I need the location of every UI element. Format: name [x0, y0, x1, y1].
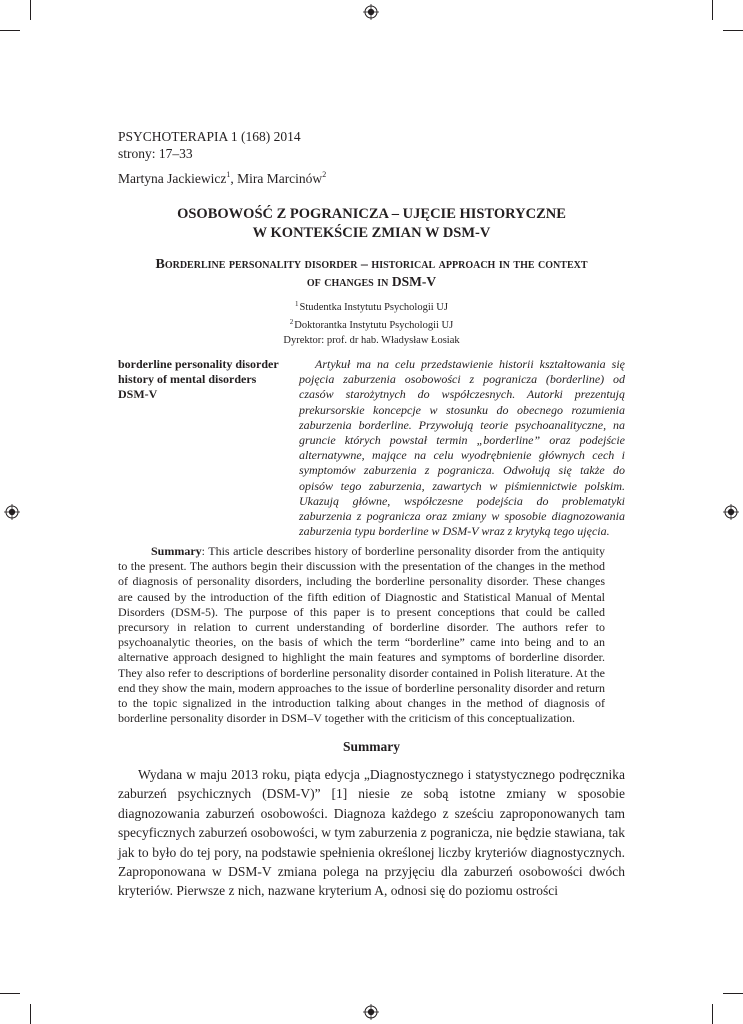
journal-pages: strony: 17–33 — [118, 146, 193, 161]
summary-en — [118, 544, 605, 726]
summary-text: : This article describes history of borderline personality disorder from the antiquity to the present. The authors begin their discussion with the presentation of the changes in the method of diagnosis of personality disorders, including the borderline personality disorder. These changes are caused by the introduction of the fifth edition of Diagnostic and Statistical Manual of Mental Disorders (DSM-5). The purpose of this paper is to present conceptions that could be called precursory in relation to current understanding of borderline disorder. The authors refer to psychoanalytic theories, on the basis of which the term “borderline” came into being and to an alternative approach designed to highlight the main features and symptoms of borderline disorder. They also refer to descriptions of borderline personality disorder contained in Polish literature. At the end they show the main, modern approaches to the issue of borderline personality disorder and return to the topic signalized in the introduction talking about changes in the method of diagnosis of borderline personality disorder in DSM–V together with the criticism of this conceptualization. — [118, 544, 605, 726]
article-title-en — [118, 256, 625, 291]
summary-label: Summary — [151, 544, 202, 558]
affiliations — [0, 297, 743, 348]
journal-info — [118, 128, 301, 162]
title-line: Borderline personality disorder – historical approach in the context — [155, 257, 588, 272]
title-line-part: of changes in — [306, 275, 392, 290]
affiliation-text: Studentka Instytutu Psychologii UJ — [299, 302, 448, 313]
crop-mark — [0, 30, 20, 31]
affiliation-line — [0, 315, 743, 333]
body-paragraph: Wydana w maju 2013 roku, piąta edycja „Diagnostycznego i statystycznego podręcznika zaburzeń psychicznych (DSM-V)” [1] niesie ze sobą istotne zmiany w sposobie diagnozowania zaburzeń osobowości. Diagnoza każdego z sześciu zaproponowanych tam specyficznych zaburzeń osobowości, w tym zaburzenia z pogranicza, nie będzie stawiana, tak jak to było do tej pory, na podstawie spełnienia określonej liczby kryteriów diagnostycznych. Zaproponowana w DSM-V zmiana polega na przyjęciu dla zaburzeń osobowości dwóch kryteriów. Pierwsze z nich, nazwane kryterium A, odnosi się do poziomu ostrości — [118, 767, 625, 899]
authors — [118, 170, 326, 187]
title-line: OSOBOWOŚĆ Z POGRANICZA – UJĘCIE HISTORYCZNE — [177, 206, 566, 222]
affiliation-line — [0, 333, 743, 348]
crop-mark — [723, 30, 743, 31]
abstract-pl: Artykuł ma na celu przedstawienie historii kształtowania się pojęcia zaburzenia osobowości z pogranicza (borderline) od czasów starożytnych do współczesnych. Autorki prezentują prekursorskie koncepcje w stosunku do obecnego rozumienia zaburzenia borderline. Przywołują teorie psychoanalityczne, na gruncie których powstał termin „borderline” oraz podejście alternatywne, mające na celu wyodrębnienie głównych cech i symptomów zaburzenia z pogranicza. Odwołują się także do opisów tego zaburzenia, zawartych w piśmiennictwie polskim. Ukazują główne, współczesne podejścia do problematyki zaburzenia z pogranicza oraz zmiany w sposobie diagnozowania zaburzenia typu borderline w DSM-V wraz z krytyką tego ujęcia. — [299, 357, 625, 539]
title-line-part: DSM-V — [391, 274, 437, 289]
registration-mark-icon — [4, 504, 20, 520]
crop-mark — [0, 993, 20, 994]
author-affiliation-ref: 1 — [226, 170, 231, 179]
crop-mark — [30, 1004, 31, 1024]
affiliation-text: Dyrektor: prof. dr hab. Władysław Łosiak — [283, 335, 460, 346]
registration-mark-icon — [723, 504, 739, 520]
registration-mark-icon — [363, 1004, 379, 1020]
affiliation-marker: 2 — [289, 318, 294, 326]
crop-mark — [30, 0, 31, 20]
author-affiliation-ref: 2 — [322, 170, 327, 179]
affiliation-marker: 1 — [295, 300, 299, 308]
author-name: Martyna Jackiewicz — [118, 171, 227, 186]
article-title-pl — [0, 205, 743, 243]
keyword: DSM-V — [118, 387, 158, 401]
keywords — [118, 357, 298, 402]
section-heading: Summary — [343, 739, 400, 754]
crop-mark — [723, 993, 743, 994]
keyword: history of mental disorders — [118, 372, 257, 386]
title-line: W KONTEKŚCIE ZMIAN W DSM-V — [252, 225, 491, 241]
affiliation-line — [0, 297, 743, 315]
author-separator: , — [230, 171, 238, 186]
registration-mark-icon — [363, 4, 379, 20]
author-name: Mira Marcinów — [237, 171, 323, 186]
keyword: borderline personality disorder — [118, 357, 279, 371]
affiliation-text: Doktorantka Instytutu Psychologii UJ — [294, 320, 454, 331]
journal-name: PSYCHOTERAPIA 1 (168) 2014 — [118, 129, 301, 144]
crop-mark — [712, 1004, 713, 1024]
crop-mark — [712, 0, 713, 20]
